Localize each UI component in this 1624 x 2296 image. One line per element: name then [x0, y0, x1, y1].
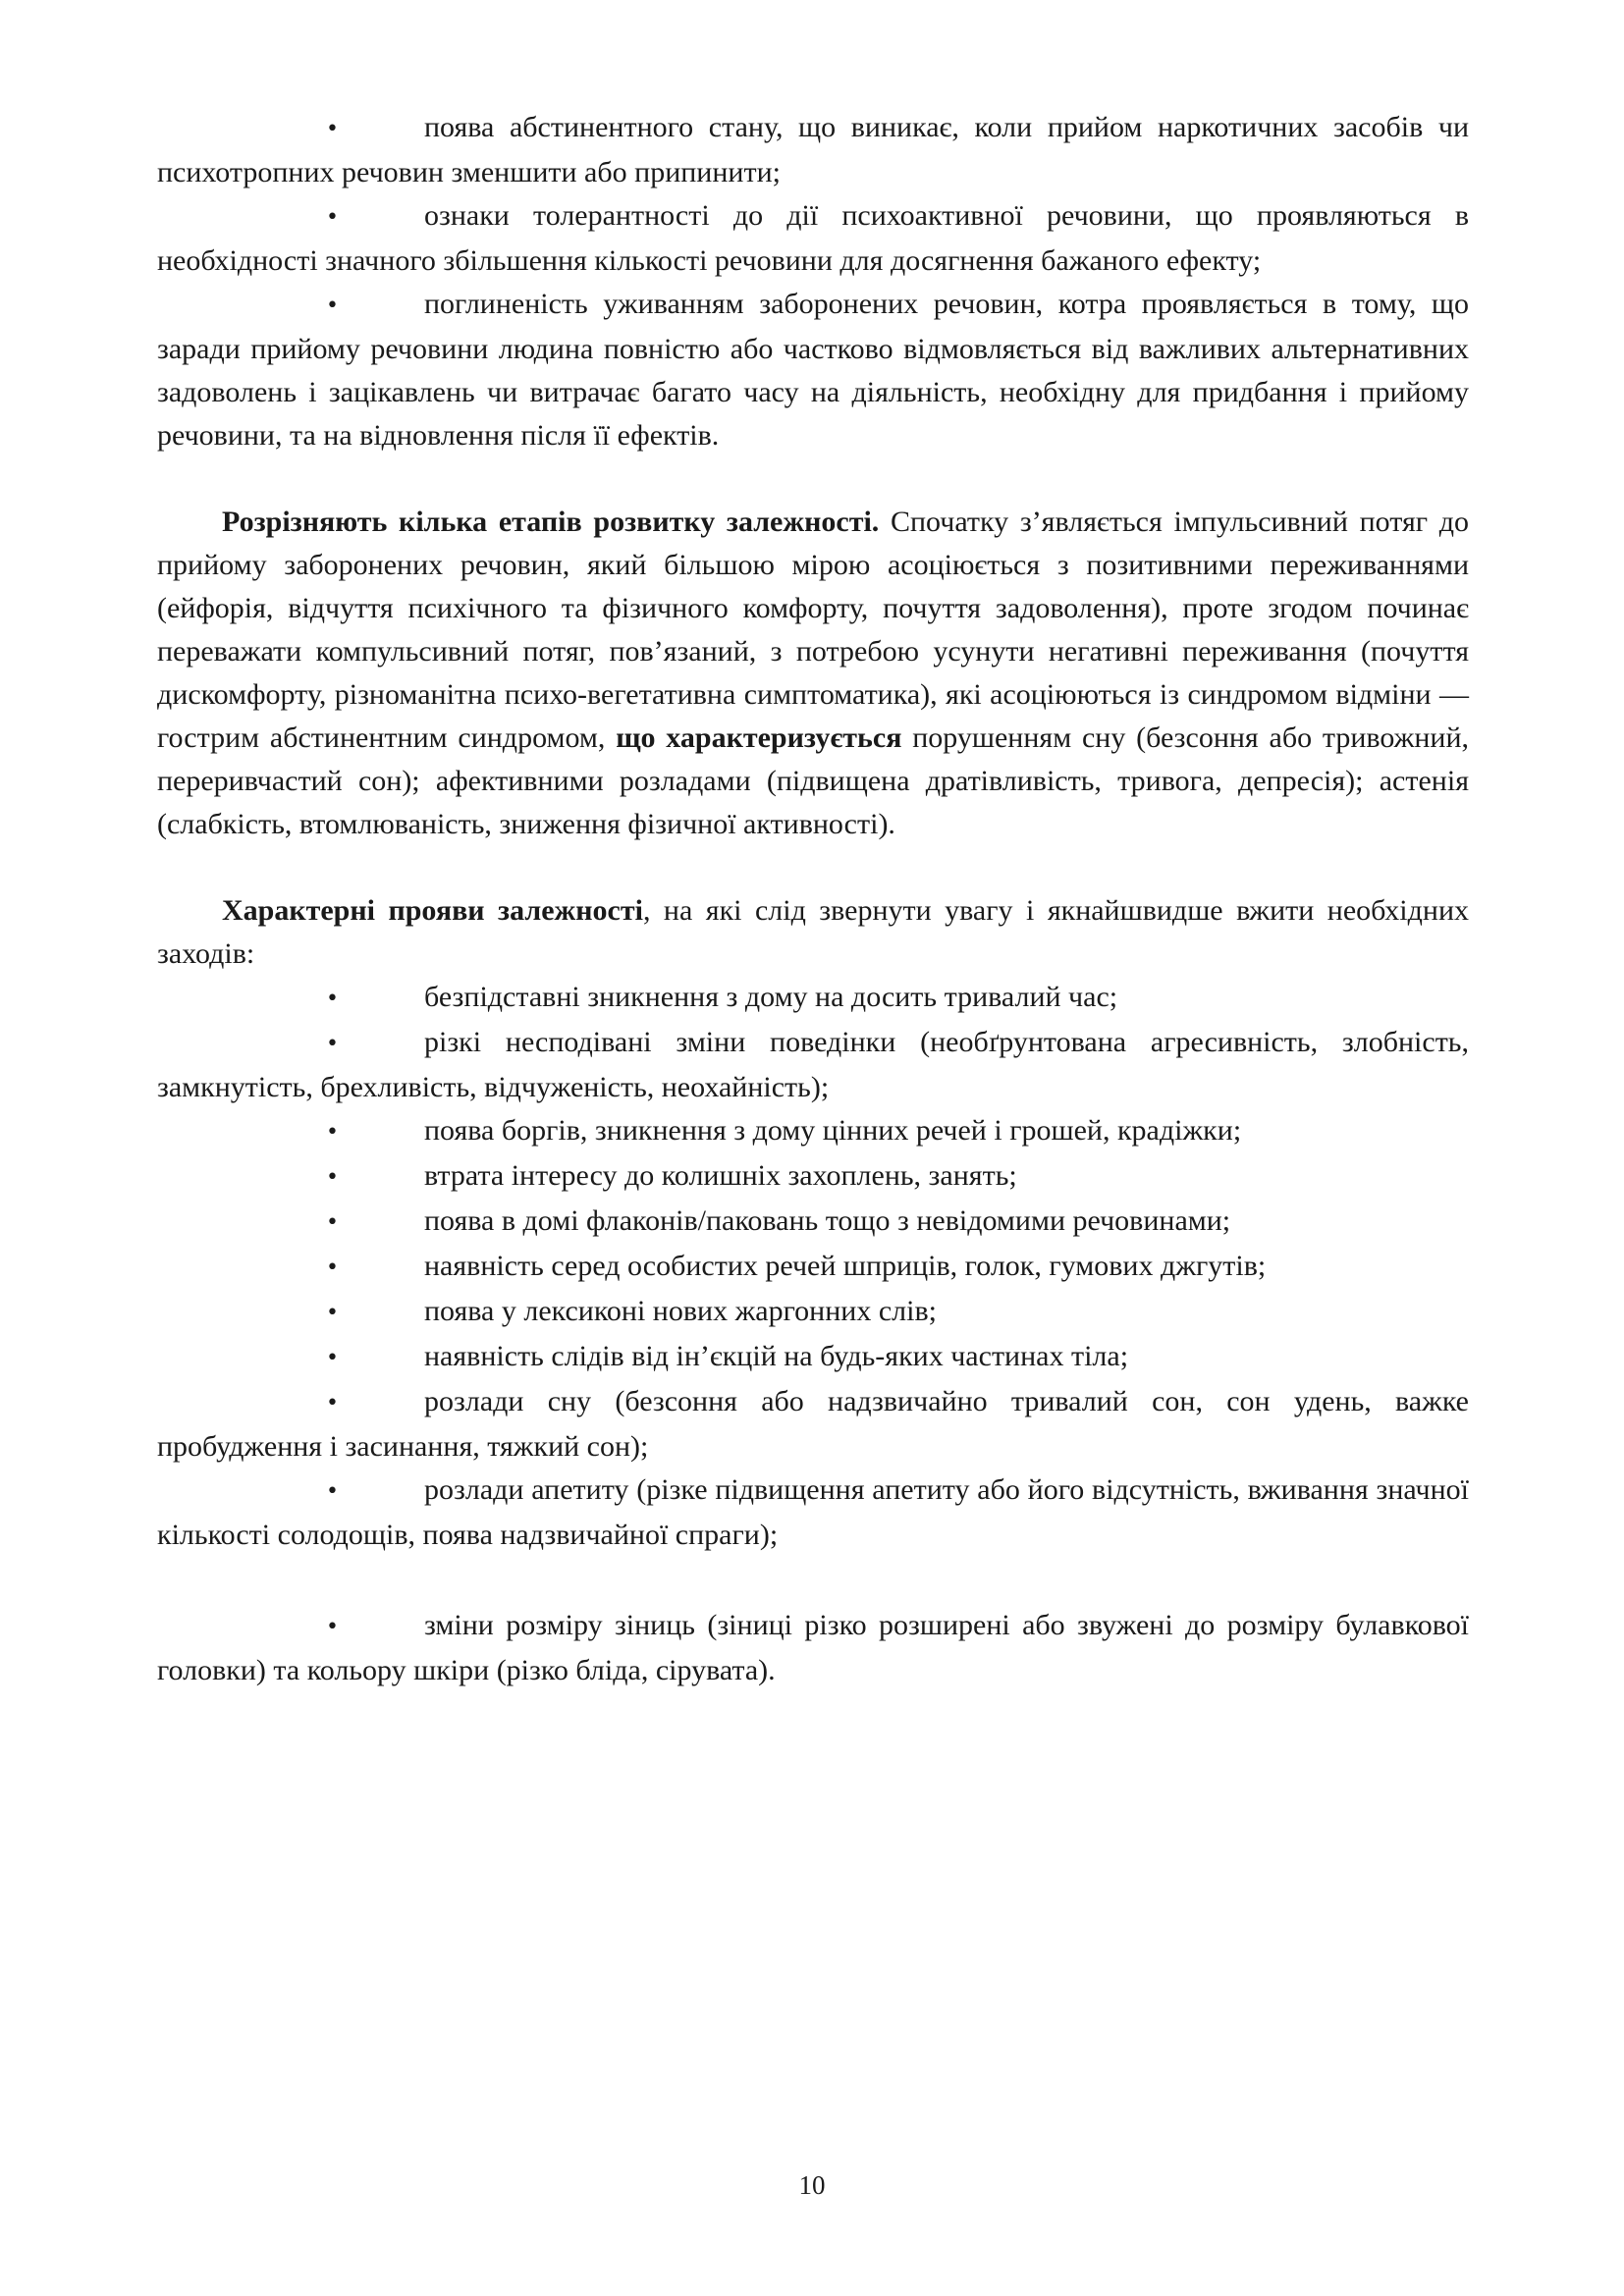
bullet-icon: •: [326, 1479, 339, 1504]
bullet-text: зміни розміру зіниць (зіниці різко розширені або звужені до розміру булавкової головки) та кольору шкіри (різко бліда, сірувата).: [157, 1609, 1469, 1686]
bullet-icon: •: [326, 987, 339, 1011]
bullet-item: [157, 1021, 1469, 1109]
page-number: 10: [798, 2170, 826, 2200]
bullet-text: поява в домі флаконів/паковань тощо з невідомими речовинами;: [424, 1204, 1231, 1237]
bullet-icon: •: [326, 205, 339, 230]
bullet-item: [157, 976, 1469, 1021]
bullet-item: [157, 106, 1469, 194]
bullet-item: [157, 1109, 1469, 1154]
bullet-text: наявність серед особистих речей шприців, голок, гумових джгутів;: [424, 1250, 1267, 1282]
paragraph-text: , на які слід звернути увагу і якнайшвидше вжити необхідних заходів:: [157, 894, 1470, 970]
bullet-icon: •: [326, 1120, 339, 1145]
bullet-text: втрата інтересу до колишніх захоплень, занять;: [424, 1159, 1017, 1192]
paragraph-lead-bold: Характерні прояви залежності: [222, 894, 643, 927]
bullet-item: [157, 1200, 1469, 1245]
bullet-item: [157, 194, 1469, 283]
bullet-text: розлади сну (безсоння або надзвичайно тривалий сон, сон удень, важке пробудження і засинання, тяжкий сон);: [157, 1385, 1469, 1463]
bullet-icon: •: [326, 1255, 339, 1280]
bullet-text: поглиненість уживанням заборонених речовин, котра проявляється в тому, що заради прийому речовини людина повністю або частково відмовляється від важливих альтернативних задоволень і зацікавлень чи витрачає багато часу на діяльність, необхідну для придбання і прийому речовини, та на відновлення після її ефектів.: [157, 288, 1469, 452]
bullet-item: [157, 283, 1469, 457]
paragraph-lead-bold: Розрізняють кілька етапів розвитку залежності.: [222, 506, 880, 538]
bullet-icon: •: [326, 1210, 339, 1235]
bullet-item: [157, 1604, 1469, 1692]
bullet-text: різкі несподівані зміни поведінки (необґрунтована агресивність, злобність, замкнутість, брехливість, відчуженість, неохайність);: [157, 1026, 1469, 1103]
paragraph-text: Спочатку з’являється імпульсивний потяг до прийому заборонених речовин, який більшою мірою асоціюється з позитивними переживаннями (ейфорія, відчуття психічного та фізичного комфорту, почуття задоволення), проте згодом починає переважати компульсивний потяг, пов’язаний, з потребою усунути негативні переживання (почуття дискомфорту, різноманітна психо-вегетативна симптоматика), які асоціюються із синдромом відміни — гострим абстинентним синдромом,: [157, 506, 1469, 754]
bullet-icon: •: [326, 1165, 339, 1190]
bullet-icon: •: [326, 1301, 339, 1325]
bullet-text: поява абстинентного стану, що виникає, коли прийом наркотичних засобів чи психотропних речовин зменшити або припинити;: [157, 111, 1469, 188]
bullet-item: [157, 1335, 1469, 1380]
paragraph-dependency-stages: [157, 501, 1469, 846]
bullet-icon: •: [326, 1032, 339, 1056]
bullet-item: [157, 1290, 1469, 1335]
bullet-item: [157, 1154, 1469, 1200]
bullet-item: [157, 1468, 1469, 1557]
bullet-text: наявність слідів від ін’єкцій на будь-яких частинах тіла;: [424, 1340, 1129, 1372]
paragraph-text: порушенням сну (безсоння або тривожний, переривчастий сон); афективними розладами (підвищена дратівливість, тривога, депресія); астенія (слабкість, втомлюваність, зниження фізичної активності).: [157, 721, 1470, 840]
bullet-icon: •: [326, 117, 339, 141]
bullet-text: розлади апетиту (різке підвищення апетиту або його відсутність, вживання значної кількості солодощів, поява надзвичайної спраги);: [157, 1473, 1469, 1551]
bullet-text: безпідставні зникнення з дому на досить тривалий час;: [424, 981, 1118, 1013]
paragraph-inline-bold: що характеризується: [616, 721, 902, 754]
bullet-icon: •: [326, 1615, 339, 1639]
bullet-icon: •: [326, 1391, 339, 1415]
bullet-text: поява у лексиконі нових жаргонних слів;: [424, 1295, 937, 1327]
bullet-icon: •: [326, 1346, 339, 1370]
bullet-item: [157, 1380, 1469, 1468]
paragraph-characteristic-signs: [157, 889, 1469, 976]
bullet-text: поява боргів, зникнення з дому цінних речей і грошей, крадіжки;: [424, 1114, 1242, 1147]
bullet-item: [157, 1245, 1469, 1290]
bullet-text: ознаки толерантності до дії психоактивної речовини, що проявляються в необхідності значного збільшення кількості речовини для досягнення бажаного ефекту;: [157, 199, 1469, 277]
bullet-icon: •: [326, 294, 339, 318]
